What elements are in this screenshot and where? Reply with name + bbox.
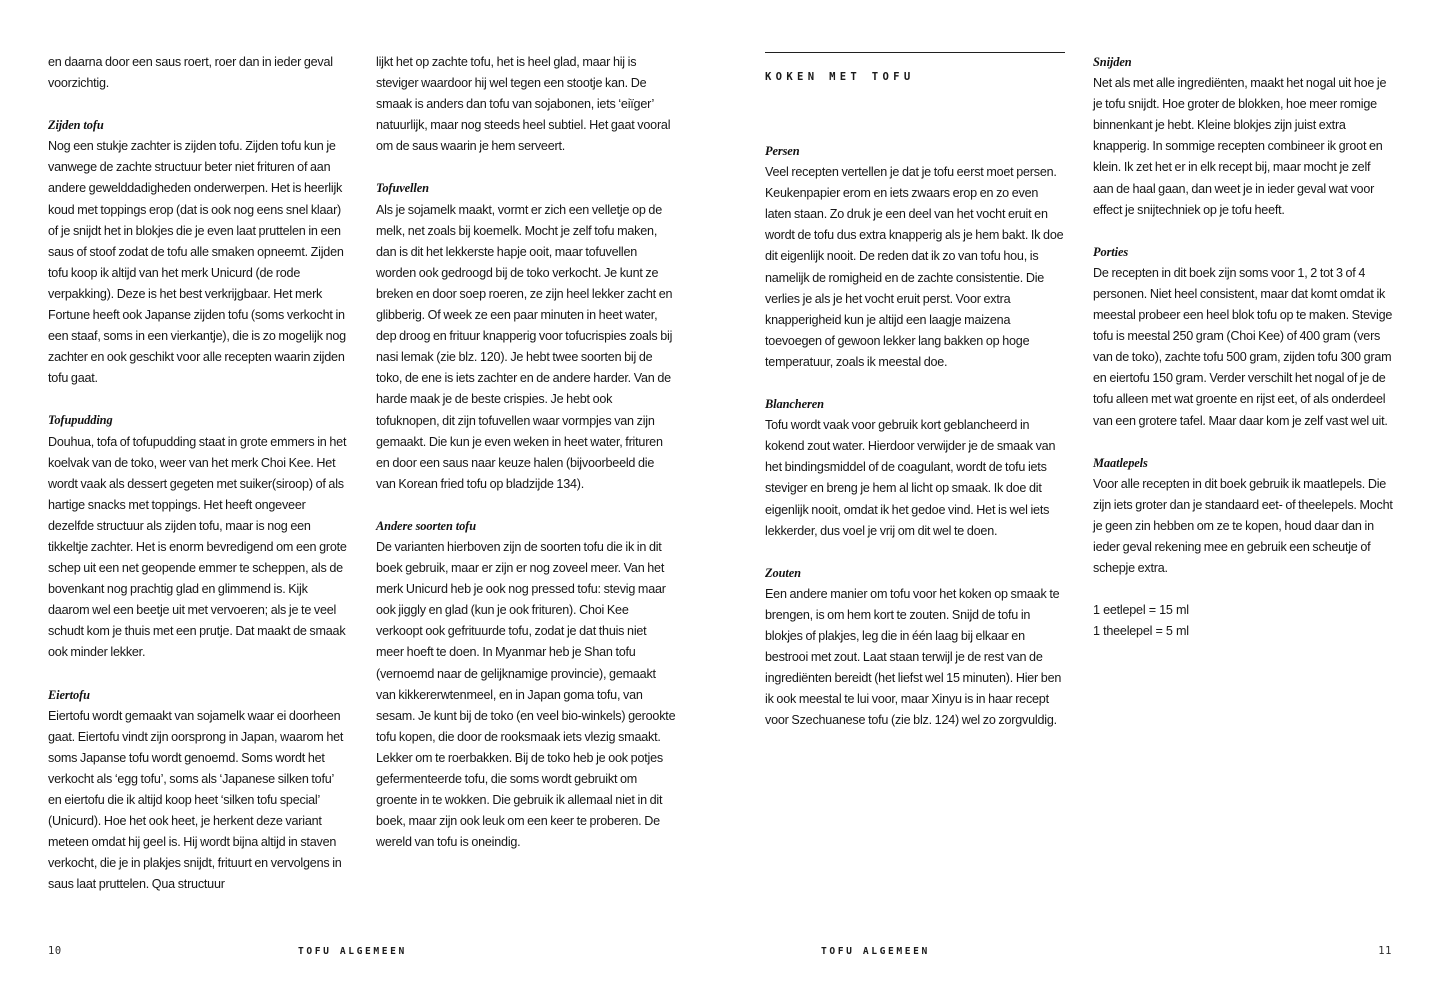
text-block-tofupudding	[48, 410, 348, 663]
measure-line-teaspoon: 1 theelepel = 5 ml	[1093, 624, 1189, 639]
continued-paragraph-block	[48, 52, 348, 94]
continued-paragraph-block	[376, 52, 676, 157]
subheading: Blancheren	[765, 397, 824, 412]
paragraph-text: De recepten in dit boek zijn soms voor 1, 2 tot 3 of 4 personen. Niet heel consistent, maar dat komt omdat ik meestal probeer een heel blok tofu op te maken. Stevige tofu is meestal 250 gram (Choi Kee) of 400 gram (vers van de toko), zachte tofu 500 gram, zijden tofu 300 gram en eiertofu 150 gram. Verder verschilt het nogal of je de tofu alleen met wat groente en rijst eet, of als onderdeel van een grotere tafel. Maar daar kom je zelf vast wel uit.	[1093, 265, 1393, 428]
paragraph-text: lijkt het op zachte tofu, het is heel glad, maar hij is steviger waardoor hij wel tegen een stootje kan. De smaak is anders dan tofu van sojabonen, iets ‘eiïger’ natuurlijk, maar nog steeds heel subtiel. Het gaat vooral om de saus waarin je hem serveert.	[376, 55, 671, 154]
left-page-columns	[48, 52, 676, 897]
page-footer-right	[764, 944, 1392, 958]
text-block-zijden-tofu	[48, 115, 348, 389]
subheading: Eiertofu	[48, 687, 90, 702]
text-block-eiertofu	[48, 685, 348, 896]
right-page-columns	[765, 52, 1393, 897]
section-title-block	[765, 52, 1065, 83]
text-block-maatlepels	[1093, 453, 1393, 580]
folio-number: 11	[1378, 945, 1392, 957]
paragraph-text: Nog een stukje zachter is zijden tofu. Zijden tofu kun je vanwege de zachte structuur beter niet frituren of aan andere gewelddadigheden onderwerpen. Het is heerlijk koud met toppings erop (dat is ook nog eens snel klaar) of je snijdt het in blokjes die je even laat pruttelen in een saus of stoof zodat de tofu alle smaken opneemt. Zijden tofu koop ik altijd van het merk Unicurd (de rode verpakking). Deze is het best verkrijgbaar. Het merk Fortune heeft ook Japanse zijden tofu (soms verkocht in een staaf, soms in een vierkantje), die is zo mogelijk nog zachter en ook geschikt voor alle recepten waarin zijden tofu gaat.	[48, 139, 346, 386]
subheading: Porties	[1093, 244, 1129, 259]
running-head: TOFU ALGEMEEN	[821, 945, 930, 957]
page-right	[720, 0, 1440, 996]
paragraph-text: De varianten hierboven zijn de soorten tofu die ik in dit boek gebruik, maar er zijn er nog zoveel meer. Van het merk Unicurd heb je ook nog pressed tofu: stevig maar ook jiggly en glad (kun je ook frituren). Choi Kee verkoopt ook gefrituurde tofu, zodat je dat thuis niet meer hoeft te doen. In Myanmar heb je Shan tofu (vernoemd naar de gelijknamige provincie), gemaakt van kikkererwtenmeel, en in Japan goma tofu, van sesam. Je kunt bij de toko (en veel bio-winkels) gerookte tofu kopen, die door de rooksmaak iets vlezig smaakt. Lekker om te roerbakken. Bij de toko heb je ook potjes gefermenteerde tofu, die soms wordt gebruikt om groente in te wokken. Die gebruik ik allemaal niet in dit boek, maar zijn ook leuk om een keer te proberen. De wereld van tofu is oneindig.	[376, 539, 676, 850]
paragraph-text: Net als met alle ingrediënten, maakt het nogal uit hoe je je tofu snijdt. Hoe groter de blokken, hoe meer romige binnenkant je hebt. Kleine blokjes zijn juist extra knapperig. In sommige recepten combineer ik groot en klein. Ik zet het er in elk recept bij, maar mocht je zelf aan de haal gaan, dan weet je in ieder geval wat voor effect je snijtechniek op je tofu heeft.	[1093, 76, 1387, 217]
paragraph-text: Eiertofu wordt gemaakt van sojamelk waar ei doorheen gaat. Eiertofu vindt zijn oorsprong in Japan, waarom het soms Japanse tofu wordt genoemd. Soms wordt het verkocht als ‘egg tofu’, soms als ‘Japanese silken tofu’ en eiertofu die ik altijd koop heet ‘silken tofu special’ (Unicurd). Hoe het ook heet, je herkent deze variant meteen omdat hij geel is. Hij wordt bijna altijd in staven verkocht, die je in plakjes snijdt, frituurt en vervolgens in saus laat pruttelen. Qua structuur	[48, 708, 344, 892]
subheading: Maatlepels	[1093, 455, 1148, 470]
text-block-porties	[1093, 242, 1393, 432]
section-divider-rule	[765, 52, 1065, 53]
subheading: Zijden tofu	[48, 118, 104, 133]
page-footer-left	[48, 944, 676, 958]
subheading: Tofupudding	[48, 413, 113, 428]
text-block-zouten	[765, 563, 1065, 732]
column-1	[48, 52, 348, 897]
subheading: Zouten	[765, 565, 801, 580]
text-block-persen	[765, 141, 1065, 373]
paragraph-text: Voor alle recepten in dit boek gebruik ik maatlepels. Die zijn iets groter dan je standaard eet- of theelepels. Mocht je geen zin hebben om ze te kopen, houd daar dan in ieder geval rekening mee en gebruik een scheutje of schepje extra.	[1093, 476, 1393, 576]
measure-line-tablespoon: 1 eetlepel = 15 ml	[1093, 603, 1189, 618]
running-head: TOFU ALGEMEEN	[298, 945, 407, 957]
text-block-snijden	[1093, 52, 1393, 221]
paragraph-text: Veel recepten vertellen je dat je tofu eerst moet persen. Keukenpapier erom en iets zwaars erop en zo even laten staan. Zo druk je een deel van het vocht eruit en wordt de tofu dus extra knapperig als je hem bakt. Ik doe dit eigenlijk nooit. De reden dat ik zo van tofu hou, is namelijk de romigheid en de zachte consistentie. Die verlies je als je het vocht eruit perst. Voor extra knapperigheid kun je altijd een laagje maizena toevoegen of gewoon lekker lang bakken op hoge temperatuur, zoals ik meestal doe.	[765, 165, 1064, 369]
column-4	[1093, 52, 1393, 897]
measure-conversion-list	[1093, 600, 1393, 642]
paragraph-text: Als je sojamelk maakt, vormt er zich een velletje op de melk, net zoals bij koemelk. Mocht je zelf tofu maken, dan is dit het lekkerste hapje ooit, maar tofuvellen worden ook gedroogd bij de toko verkocht. Je kunt ze breken en door soep roeren, ze zijn heel lekker zacht en glibberig. Of week ze een paar minuten in heet water, dep droog en frituur knapperig voor tofucrispies zoals bij nasi lemak (zie blz. 120). Je hebt twee soorten bij de toko, de ene is iets zachter en de andere harder. Van de harde maak je de beste crispies. Je hebt ook tofuknopen, dit zijn tofuvellen waar vormpjes van zijn gemaakt. Die kun je even weken in heet water, frituren en door een saus naar keuze halen (bijvoorbeeld die van Korean fried tofu op bladzijde 134).	[376, 202, 673, 491]
column-2	[376, 52, 676, 897]
text-block-andere-soorten-tofu	[376, 516, 676, 854]
paragraph-text: Een andere manier om tofu voor het koken op smaak te brengen, is om hem kort te zouten. Snijd de tofu in blokjes of plakjes, leg die in één laag bij elkaar en bestrooi met zout. Laat staan terwijl je de rest van de ingrediënten bereidt (het liefst wel 15 minuten). Hier ben ik ook meestal te lui voor, maar Xinyu is in haar recept voor Szechuanese tofu (zie blz. 124) wel zo zorgvuldig.	[765, 586, 1062, 728]
paragraph-text: en daarna door een saus roert, roer dan in ieder geval voorzichtig.	[48, 55, 333, 91]
paragraph-text: Tofu wordt vaak voor gebruik kort geblancheerd in kokend zout water. Hierdoor verwijder je de smaak van het bindingsmiddel of de coagulant, wordt de tofu iets steviger en breng je hem al licht op smaak. Ik doe dit eigenlijk nooit, omdat ik het gedoe vind. Het is wel iets lekkerder, dus voel je vrij om dit wel te doen.	[765, 418, 1056, 538]
column-3	[765, 52, 1065, 897]
text-block-blancheren	[765, 394, 1065, 542]
subheading: Andere soorten tofu	[376, 518, 476, 533]
text-block-tofuvellen	[376, 178, 676, 494]
subheading: Tofuvellen	[376, 181, 429, 196]
paragraph-text: Douhua, tofa of tofupudding staat in grote emmers in het koelvak van de toko, weer van het merk Choi Kee. Het wordt vaak als dessert gegeten met suiker(siroop) of als hartige snacks met toppings. Het heeft ongeveer dezelfde structuur als zijden tofu, maar is nog een tikkeltje zachter. Het is enorm bevredigend om een grote schep uit een net geopende emmer te scheppen, als de bovenkant nog prachtig glad en glimmend is. Kijk daarom wel een beetje uit met vervoeren; als je te veel schudt kom je thuis met een prutje. Dat maakt de smaak ook minder lekker.	[48, 434, 347, 660]
section-title: KOKEN MET TOFU	[765, 71, 915, 83]
folio-number: 10	[48, 945, 62, 957]
subheading: Snijden	[1093, 55, 1132, 69]
subheading: Persen	[765, 144, 800, 158]
